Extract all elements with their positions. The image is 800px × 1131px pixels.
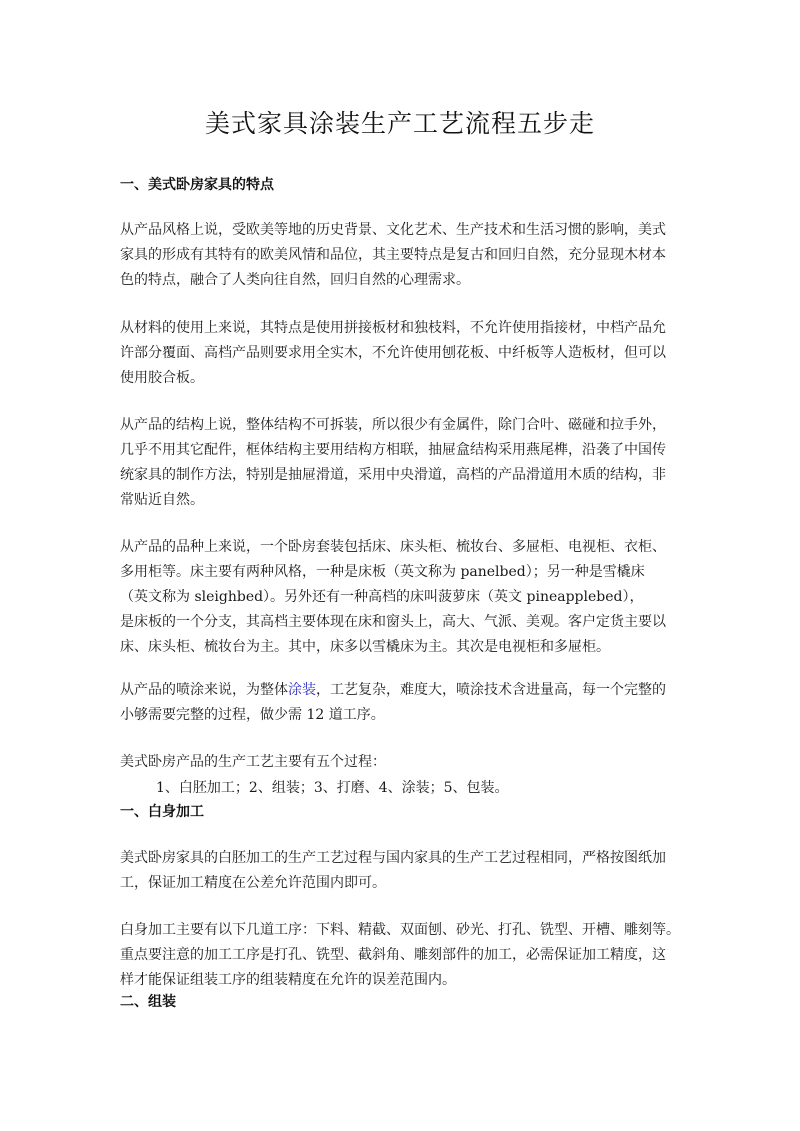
paragraph-line: 从产品的品种上来说，一个卧房套装包括床、床头柜、梳妆台、多屉柜、电视柜、衣柜、 [120, 539, 666, 555]
paragraph-process-intro [120, 750, 680, 775]
paragraph-line: 许部分覆面、高档产品则要求用全实木，不允许使用刨花板、中纤板等人造板材，但可以 [120, 345, 666, 361]
paragraph-line: 几乎不用其它配件，框体结构主要用结构方相联，抽屉盒结构采用燕尾榫，沿袭了中国传 [120, 442, 666, 458]
paragraph-text: ，工艺复杂，难度大，喷涂技术含进量高，每一个完整的 [316, 682, 666, 698]
section-heading-whitebody: 一、白身加工 [120, 804, 204, 820]
paragraph-line: 统家具的制作方法，特别是抽屉滑道，采用中央滑道，高档的产品滑道用木质的结构，非 [120, 467, 666, 483]
paragraph-line: 从产品的结构上说，整体结构不可拆装，所以很少有金属件，除门合叶、磁碰和拉手外， [120, 417, 666, 433]
coating-link[interactable]: 涂装 [288, 682, 316, 698]
paragraph-line: 家具的形成有其特有的欧美风情和品位，其主要特点是复古和回归自然，充分显现木材本 [120, 247, 666, 263]
paragraph-line: 从产品风格上说，受欧美等地的历史背景、文化艺术、生产技术和生活习惯的影响，美式 [120, 222, 666, 238]
paragraph-line: 常贴近自然。 [120, 492, 204, 508]
paragraph-line: 使用胶合板。 [120, 370, 204, 386]
paragraph-line: 工，保证加工精度在公差允许范围内即可。 [120, 875, 386, 891]
paragraph-whitebody-steps [120, 918, 680, 993]
section-heading-assembly: 二、组装 [120, 994, 176, 1010]
paragraph-line: 小够需要完整的过程，做少需 12 道工序。 [120, 707, 385, 723]
paragraph-line: 重点要注意的加工工序是打孔、铣型、截斜角、雕刻部件的加工，必需保证加工精度，这 [120, 947, 666, 963]
paragraph-whitebody [120, 846, 680, 896]
paragraph-line: 多用柜等。床主要有两种风格，一种是床板（英文称为 panelbed）；另一种是雪橇床 [120, 564, 645, 580]
process-list: 1、白胚加工；2、组装；3、打磨、4、涂装；5、包装。 [156, 780, 509, 796]
paragraph-line: 美式卧房产品的生产工艺主要有五个过程： [120, 754, 386, 770]
paragraph-line: 美式卧房家具的白胚加工的生产工艺过程与国内家具的生产工艺过程相同，严格按图纸加 [120, 850, 666, 866]
paragraph-line [120, 678, 680, 703]
paragraph-text: 从产品的喷涂来说，为整体 [120, 682, 288, 698]
paragraph-varieties [120, 535, 680, 660]
paragraph-line: （英文称为 sleighbed）。另外还有一种高档的床叫菠萝床（英文 pineapplebed）， [120, 589, 644, 605]
paragraph-line: 床、床头柜、梳妆台为主。其中，床多以雪橇床为主。其次是电视柜和多屉柜。 [120, 639, 610, 655]
paragraph-line: 样才能保证组装工序的组装精度在允许的误差范围内。 [120, 972, 456, 988]
paragraph-line: 色的特点，融合了人类向往自然，回归自然的心理需求。 [120, 272, 470, 288]
paragraph-materials [120, 316, 680, 391]
document-title: 美式家具涂装生产工艺流程五步走 [204, 109, 595, 138]
paragraph-line: 是床板的一个分支，其高档主要体现在床和窗头上，高大、气派、美观。客户定货主要以 [120, 614, 666, 630]
section-heading-features: 一、美式卧房家具的特点 [120, 177, 274, 193]
paragraph-structure [120, 413, 680, 513]
paragraph-line: 从材料的使用上来说，其特点是使用拼接板材和独枝料，不允许使用指接材，中档产品允 [120, 320, 666, 336]
paragraph-style [120, 218, 680, 293]
paragraph-spraying [120, 678, 680, 728]
paragraph-line: 白身加工主要有以下几道工序：下料、精截、双面刨、砂光、打孔、铣型、开槽、雕刻等。 [120, 922, 680, 938]
